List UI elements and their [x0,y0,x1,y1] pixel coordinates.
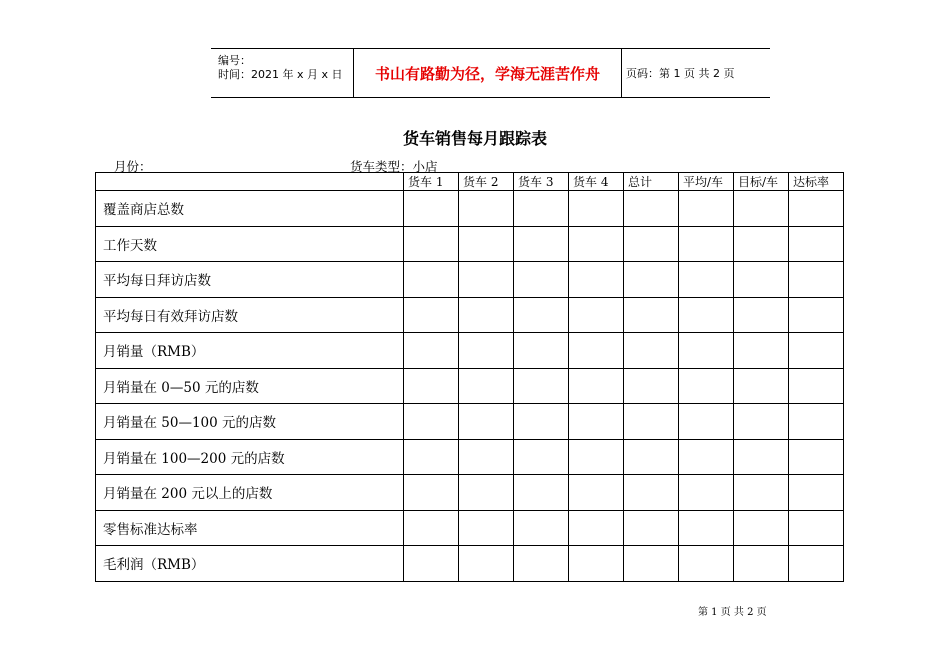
data-cell[interactable] [789,368,844,404]
data-cell[interactable] [569,546,624,582]
data-cell[interactable] [789,546,844,582]
column-header: 平均/车 [679,173,734,191]
data-cell[interactable] [679,510,734,546]
column-header: 货车 1 [404,173,459,191]
data-cell[interactable] [624,226,679,262]
data-cell[interactable] [459,368,514,404]
data-cell[interactable] [404,368,459,404]
column-header: 达标率 [789,173,844,191]
data-cell[interactable] [459,262,514,298]
tracking-table [95,172,844,582]
data-cell[interactable] [734,404,789,440]
page-header [211,48,770,98]
column-header: 货车 3 [514,173,569,191]
row-label: 零售标准达标率 [96,510,404,546]
data-cell[interactable] [514,475,569,511]
data-cell[interactable] [404,546,459,582]
data-cell[interactable] [679,368,734,404]
data-cell[interactable] [624,546,679,582]
table-body [96,191,844,582]
data-cell[interactable] [734,510,789,546]
data-cell[interactable] [679,191,734,227]
data-cell[interactable] [514,439,569,475]
table-row [96,368,844,404]
data-cell[interactable] [459,439,514,475]
data-cell[interactable] [734,226,789,262]
data-cell[interactable] [624,475,679,511]
data-cell[interactable] [404,439,459,475]
table-row [96,191,844,227]
row-label: 月销量在 100—200 元的店数 [96,439,404,475]
document-title: 货车销售每月跟踪表 [402,129,547,148]
data-cell[interactable] [404,404,459,440]
data-cell[interactable] [789,510,844,546]
data-cell[interactable] [734,546,789,582]
column-header: 总计 [624,173,679,191]
data-cell[interactable] [514,368,569,404]
motto: 书山有路勤为径，学海无涯苦作舟 [354,49,622,97]
row-label: 月销量在 50—100 元的店数 [96,404,404,440]
data-cell[interactable] [734,368,789,404]
data-cell[interactable] [404,510,459,546]
data-cell[interactable] [459,191,514,227]
data-cell[interactable] [624,333,679,369]
data-cell[interactable] [624,297,679,333]
data-cell[interactable] [624,368,679,404]
data-cell[interactable] [624,191,679,227]
data-cell[interactable] [459,333,514,369]
data-cell[interactable] [569,297,624,333]
row-label: 毛利润（RMB） [96,546,404,582]
data-cell[interactable] [569,333,624,369]
data-cell[interactable] [789,191,844,227]
table-row [96,262,844,298]
data-cell[interactable] [514,191,569,227]
data-cell[interactable] [404,333,459,369]
data-cell[interactable] [514,262,569,298]
data-cell[interactable] [569,368,624,404]
data-cell[interactable] [789,439,844,475]
data-cell[interactable] [514,333,569,369]
data-cell[interactable] [734,475,789,511]
data-cell[interactable] [679,546,734,582]
data-cell[interactable] [404,191,459,227]
header-info-cell [211,49,354,97]
data-cell[interactable] [514,297,569,333]
data-cell[interactable] [734,262,789,298]
table-row [96,333,844,369]
data-cell[interactable] [514,404,569,440]
data-cell[interactable] [459,510,514,546]
data-cell[interactable] [569,262,624,298]
data-cell[interactable] [569,510,624,546]
data-cell[interactable] [734,333,789,369]
data-cell[interactable] [789,297,844,333]
data-cell[interactable] [459,404,514,440]
number-label: 编号： [218,54,251,67]
data-cell[interactable] [404,475,459,511]
data-cell[interactable] [679,404,734,440]
table-row [96,546,844,582]
data-cell[interactable] [569,439,624,475]
data-cell[interactable] [679,439,734,475]
data-cell[interactable] [404,262,459,298]
data-cell[interactable] [514,546,569,582]
data-cell[interactable] [404,297,459,333]
data-cell[interactable] [459,475,514,511]
row-label: 覆盖商店总数 [96,191,404,227]
table-row [96,439,844,475]
data-cell[interactable] [404,226,459,262]
time-label: 时间：2021 年 x 月 x 日 [218,68,343,81]
data-cell[interactable] [569,226,624,262]
data-cell[interactable] [679,262,734,298]
data-cell[interactable] [569,191,624,227]
data-cell[interactable] [734,439,789,475]
row-label: 月销量在 200 元以上的店数 [96,475,404,511]
table-row [96,510,844,546]
data-cell[interactable] [789,333,844,369]
data-cell[interactable] [734,191,789,227]
column-header: 货车 4 [569,173,624,191]
data-cell[interactable] [679,297,734,333]
data-cell[interactable] [734,297,789,333]
data-cell[interactable] [459,297,514,333]
data-cell[interactable] [624,262,679,298]
table-row [96,226,844,262]
data-cell[interactable] [624,510,679,546]
data-cell[interactable] [459,226,514,262]
data-cell[interactable] [569,404,624,440]
data-cell[interactable] [789,262,844,298]
row-label: 月销量在 0—50 元的店数 [96,368,404,404]
row-label: 平均每日有效拜访店数 [96,297,404,333]
data-cell[interactable] [514,226,569,262]
data-cell[interactable] [789,404,844,440]
table-row [96,404,844,440]
data-cell[interactable] [624,439,679,475]
table-row [96,297,844,333]
header-cell-blank [96,173,404,191]
column-header: 货车 2 [459,173,514,191]
row-label: 月销量（RMB） [96,333,404,369]
data-cell[interactable] [679,333,734,369]
data-cell[interactable] [569,475,624,511]
row-label: 工作天数 [96,226,404,262]
table-row [96,475,844,511]
data-cell[interactable] [679,475,734,511]
data-cell[interactable] [789,226,844,262]
column-header: 目标/车 [734,173,789,191]
table-header-row [96,173,844,191]
page-footer: 第 1 页 共 2 页 [698,607,767,618]
data-cell[interactable] [459,546,514,582]
data-cell[interactable] [679,226,734,262]
data-cell[interactable] [624,404,679,440]
truck-type-label: 货车类型：小店 [350,159,438,174]
page-info: 页码：第 1 页 共 2 页 [626,67,735,80]
data-cell[interactable] [789,475,844,511]
row-label: 平均每日拜访店数 [96,262,404,298]
month-label: 月份： [114,159,152,174]
data-cell[interactable] [514,510,569,546]
